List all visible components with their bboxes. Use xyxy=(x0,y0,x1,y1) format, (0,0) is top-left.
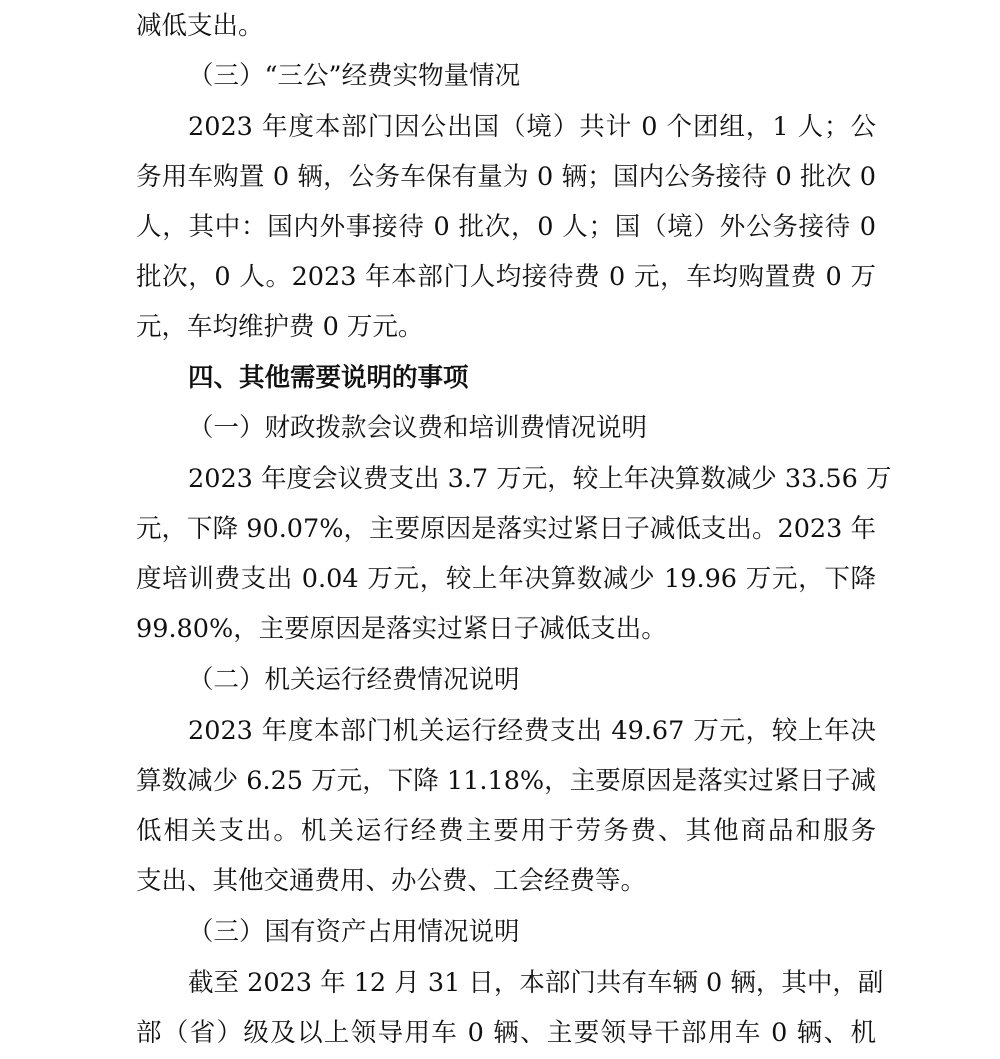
subsection-heading-meeting-training-fees: （一）财政拨款会议费和培训费情况说明 xyxy=(188,413,648,443)
paragraph-line: 低相关支出。机关运行经费主要用于劳务费、其他商品和服务 xyxy=(136,816,876,846)
paragraph-line: 人，其中：国内外事接待 0 批次，0 人；国（境）外公务接待 0 xyxy=(136,212,876,242)
section-heading-3-public-expense-quantity: （三）“三公”经费实物量情况 xyxy=(188,61,521,91)
paragraph-line: 支出、其他交通费用、办公费、工会经费等。 xyxy=(136,866,647,896)
paragraph-line: 批次，0 人。2023 年本部门人均接待费 0 元，车均购置费 0 万 xyxy=(136,262,876,292)
paragraph-line: 元，下降 90.07%，主要原因是落实过紧日子减低支出。2023 年 xyxy=(136,514,876,544)
paragraph-line: 99.80%，主要原因是落实过紧日子减低支出。 xyxy=(136,614,667,644)
paragraph-line: 算数减少 6.25 万元，下降 11.18%，主要原因是落实过紧日子减 xyxy=(136,766,876,796)
paragraph-line: 减低支出。 xyxy=(136,11,264,41)
paragraph-line: 元，车均维护费 0 万元。 xyxy=(136,312,424,342)
paragraph-line: 务用车购置 0 辆，公务车保有量为 0 辆；国内公务接待 0 批次 0 xyxy=(136,162,876,192)
paragraph-line: 度培训费支出 0.04 万元，较上年决算数减少 19.96 万元，下降 xyxy=(136,564,876,594)
subsection-heading-state-assets: （三）国有资产占用情况说明 xyxy=(188,917,520,947)
subsection-heading-operating-expenses: （二）机关运行经费情况说明 xyxy=(188,665,520,695)
paragraph-line: 截至 2023 年 12 月 31 日，本部门共有车辆 0 辆，其中，副 xyxy=(188,968,884,998)
paragraph-line: 部（省）级及以上领导用车 0 辆、主要领导干部用车 0 辆、机 xyxy=(136,1018,876,1048)
paragraph-line: 2023 年度本部门因公出国（境）共计 0 个团组，1 人；公 xyxy=(188,112,876,142)
paragraph-line: 2023 年度会议费支出 3.7 万元，较上年决算数减少 33.56 万 xyxy=(188,464,892,494)
paragraph-line: 2023 年度本部门机关运行经费支出 49.67 万元，较上年决 xyxy=(188,716,876,746)
section-heading-4-other-matters: 四、其他需要说明的事项 xyxy=(188,363,469,393)
